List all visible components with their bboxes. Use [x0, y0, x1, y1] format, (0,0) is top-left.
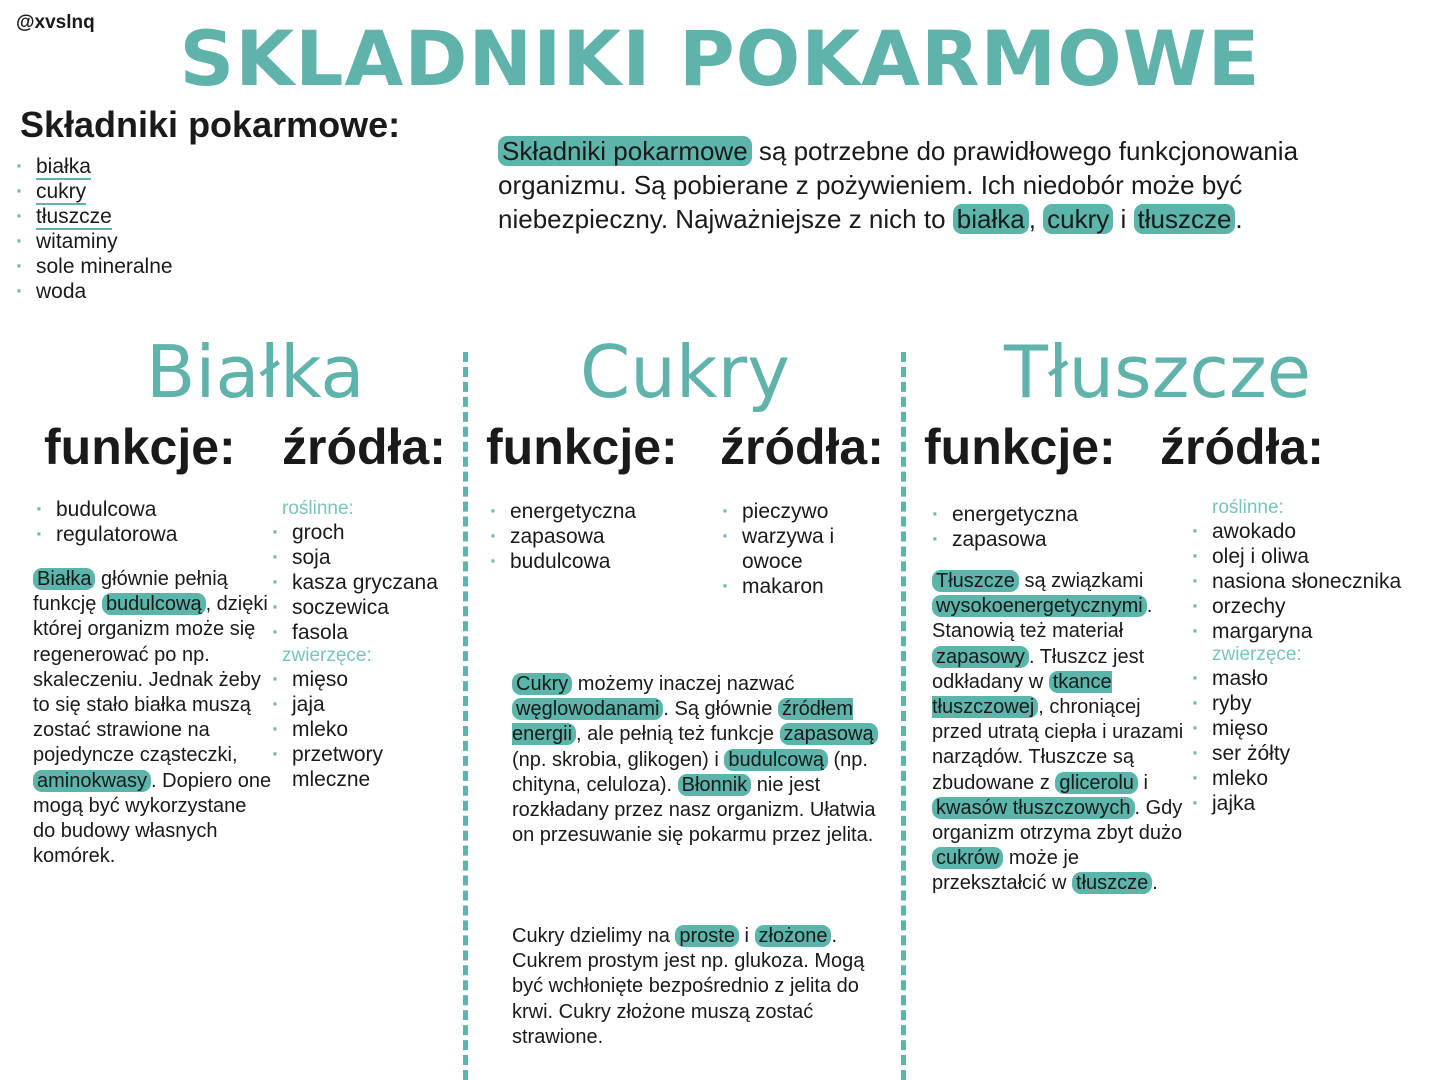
bialka-sources-heading: źródła: — [282, 419, 446, 475]
list-item: · margaryna — [1190, 619, 1401, 644]
list-item: · soja — [270, 545, 450, 570]
list-item: · regulatorowa — [34, 522, 177, 547]
bialka-functions-list — [34, 497, 177, 547]
nutrient-list — [14, 154, 173, 304]
list-item: · przetwory mleczne — [270, 742, 450, 792]
list-item: · zapasowa — [488, 524, 636, 549]
list-item: · jajka — [1190, 791, 1401, 816]
list-item: · masło — [1190, 666, 1401, 691]
intro-paragraph: Składniki pokarmowe są potrzebne do prawidłowego funkcjonowania organizmu. Są pobierane z pożywieniem. Ich niedobór może być niebezpieczny. Najważniejsze z nich to białka , cukry i tłuszcze . — [498, 136, 1299, 234]
cukry-functions-list — [488, 499, 636, 574]
bialka-title: Białka — [146, 330, 365, 414]
plant-sources-list — [1190, 519, 1401, 644]
list-item: · kasza gryczana — [270, 570, 450, 595]
list-item: · tłuszcze — [14, 204, 173, 229]
cukry-title: Cukry — [580, 330, 790, 414]
list-item: · białka — [14, 154, 173, 179]
list-item: · makaron — [720, 574, 860, 599]
bialka-sources — [270, 498, 450, 792]
list-item: · mleko — [1190, 766, 1401, 791]
list-item: · zapasowa — [930, 527, 1078, 552]
list-item: · sole mineralne — [14, 254, 173, 279]
list-item: · energetyczna — [488, 499, 636, 524]
list-item: · energetyczna — [930, 502, 1078, 527]
plant-sources-label: roślinne: — [1212, 497, 1284, 518]
column-divider — [463, 352, 468, 1080]
list-item: · jaja — [270, 692, 450, 717]
list-item: · awokado — [1190, 519, 1401, 544]
list-item: · woda — [14, 279, 173, 304]
tluszcze-sources — [1190, 497, 1401, 816]
list-item: · cukry — [14, 179, 173, 204]
cukry-sources-list — [720, 499, 860, 599]
tluszcze-sources-heading: źródła: — [1160, 419, 1324, 475]
list-item: · soczewica — [270, 595, 450, 620]
list-item: · ryby — [1190, 691, 1401, 716]
list-item: · witaminy — [14, 229, 173, 254]
cukry-description: Cukry możemy inaczej nazwać węglowodanami . Są głównie źródłem energii , ale pełnią też funkcje zapasową (np. skrobia, glikogen) i budulcową (np. chityna, celuloza). Błonnik nie jest rozkładany przez nasz organizm. Ułatwia on przesuwanie się pokarmu przez jelita. — [512, 672, 882, 848]
overview-heading: Składniki pokarmowe: — [20, 104, 401, 145]
list-item: · olej i oliwa — [1190, 544, 1401, 569]
list-item: · groch — [270, 520, 450, 545]
animal-sources-label: zwierzęce: — [1212, 644, 1302, 665]
bialka-functions-heading: funkcje: — [44, 419, 236, 475]
list-item: · mięso — [270, 667, 450, 692]
cukry-sources-heading: źródła: — [720, 419, 884, 475]
list-item: · nasiona słonecznika — [1190, 569, 1401, 594]
tluszcze-title: Tłuszcze — [1004, 330, 1312, 414]
plant-sources-list — [270, 520, 450, 645]
list-item: · budulcowa — [488, 549, 636, 574]
cukry-functions-heading: funkcje: — [486, 419, 678, 475]
animal-sources-list — [270, 667, 450, 792]
column-divider — [901, 352, 906, 1080]
page-title: SKLADNIKI POKARMOWE — [179, 14, 1261, 103]
cukry-description-2: Cukry dzielimy na proste i złożone . Cukrem prostym jest np. glukoza. Mogą być wchłonięte bezpośrednio z jelita do krwi. Cukry złożone muszą zostać strawione. — [512, 925, 865, 1048]
author-handle: @xvslnq — [16, 12, 95, 33]
list-item: · mięso — [1190, 716, 1401, 741]
tluszcze-functions-list — [930, 502, 1078, 552]
plant-sources-label: roślinne: — [282, 498, 354, 519]
tluszcze-functions-heading: funkcje: — [924, 419, 1116, 475]
tluszcze-description: Tłuszcze są związkami wysokoenergetycznymi . Stanowią też materiał zapasowy . Tłuszcz jest odkładany w tkance tłuszczowej , chroniącej przed utratą ciepła i urazami narządów. Tłuszcze są zbudowane z glicerolu i kwasów tłuszczowych . Gdy organizm otrzyma zbyt dużo cukrów może je przekształcić w tłuszcze . — [932, 570, 1184, 895]
animal-sources-label: zwierzęce: — [282, 645, 372, 666]
list-item: · fasola — [270, 620, 450, 645]
list-item: · warzywa i owoce — [720, 524, 860, 574]
list-item: · budulcowa — [34, 497, 177, 522]
bialka-description: Białka głównie pełnią funkcję budulcową , dzięki której organizm może się regenerować po np. skaleczeniu. Jednak żeby to się stało białka muszą zostać strawione na pojedyncze cząsteczki, aminokwasy . Dopiero one mogą być wykorzystane do budowy własnych komórek. — [33, 568, 272, 868]
list-item: · orzechy — [1190, 594, 1401, 619]
list-item: · pieczywo — [720, 499, 860, 524]
list-item: · ser żółty — [1190, 741, 1401, 766]
animal-sources-list — [1190, 666, 1401, 816]
list-item: · mleko — [270, 717, 450, 742]
